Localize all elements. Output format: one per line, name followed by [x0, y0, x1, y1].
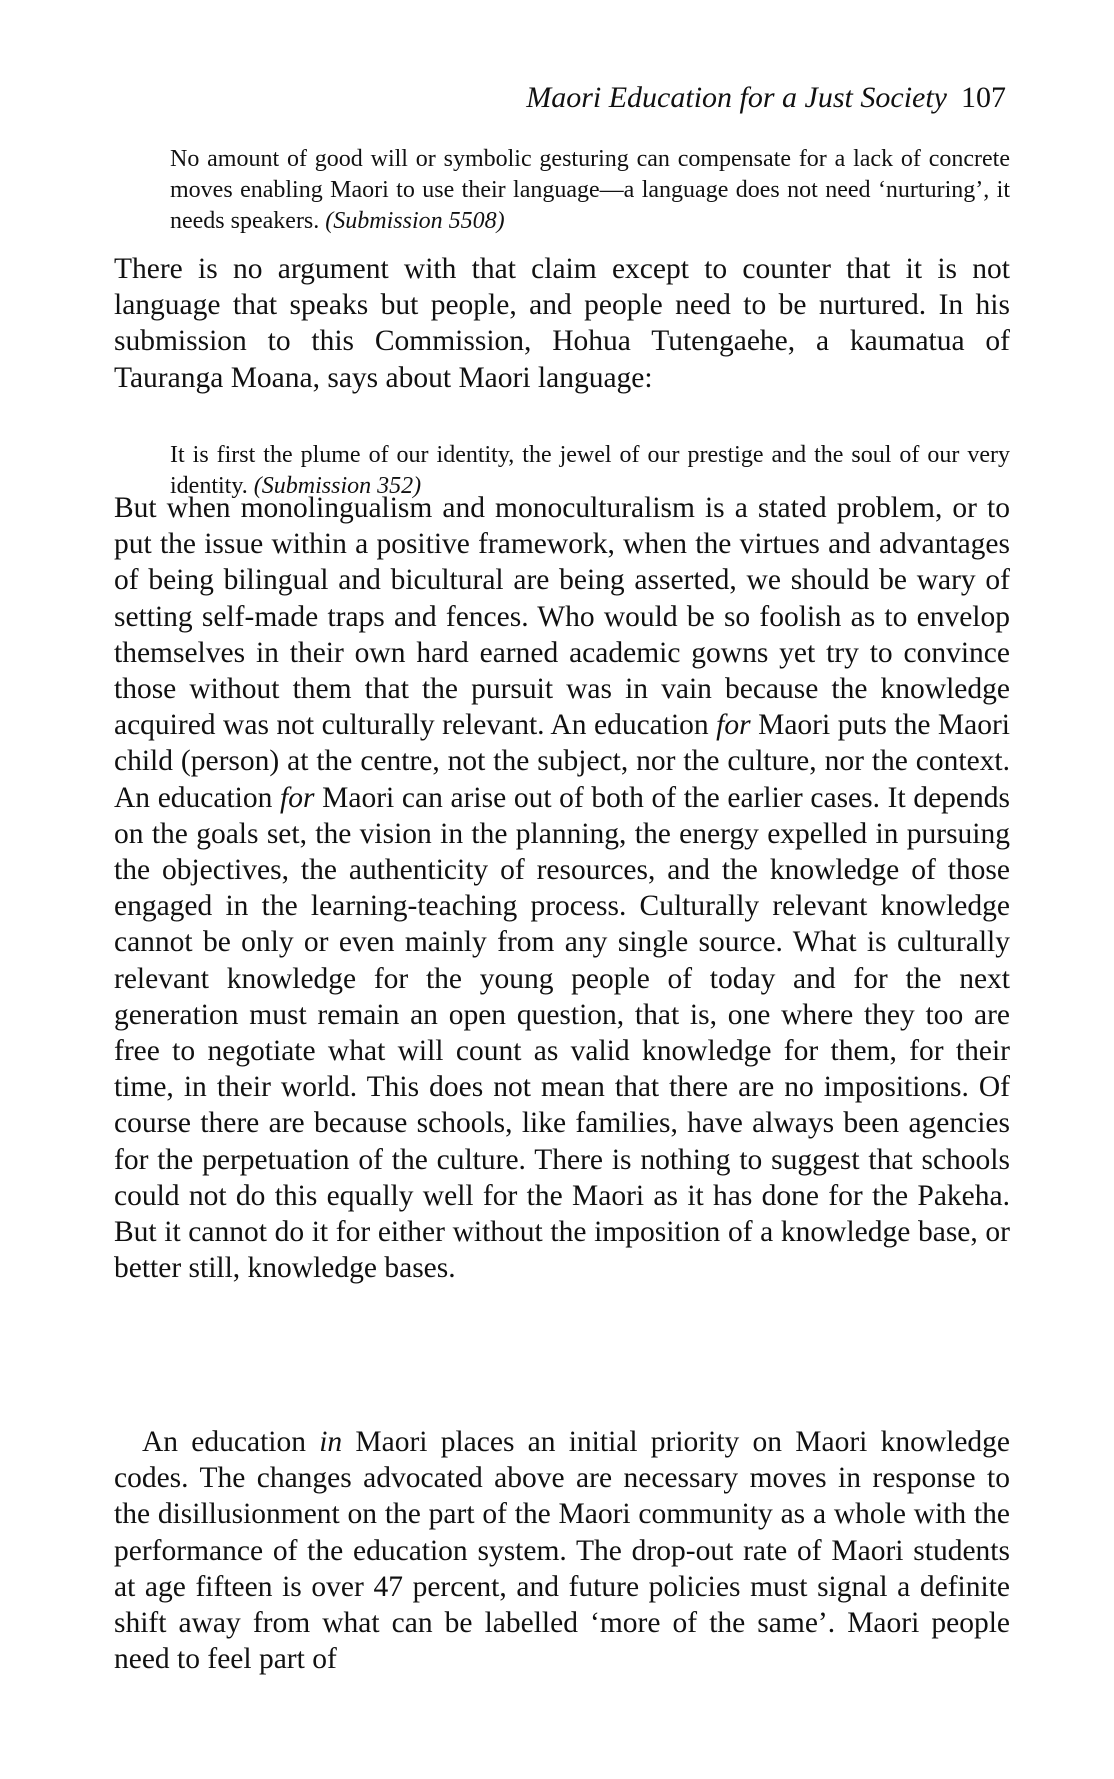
quote-citation: (Submission 5508) — [325, 208, 505, 234]
paragraph-text-part: Maori can arise out of both of the earlier cases. It depends on the goals set, the vision in the planning, the energy expelled in pursuing the objectives, the authenticity of resources, and the knowledge of those engaged in the learning-teaching process. Culturally relevant knowledge cannot be only or even mainly from any single source. What is culturally relevant knowledge for the young people of today and for the next generation must remain an open question, that is, one where they too are free to negotiate what will count as valid knowledge for them, for their time, in their world. This does not mean that there are no impositions. Of course there are because schools, like families, have always been agencies for the perpetuation of the culture. There is nothing to suggest that schools could not do this equally well for the Maori as it has done for the Pakeha. But it cannot do it for either without the imposition of a knowledge base, or better still, knowledge bases. — [114, 781, 1011, 1285]
paragraph-text-part: Maori places an initial priority on Maori knowledge codes. The changes advocated above are necessary moves in response to the disillusionment on the part of the Maori community as a whole with the performance of the education system. The drop-out rate of Maori students at age fifteen is over 47 percent, and future policies must signal a definite shift away from what can be labelled ‘more of the same’. Maori people need to feel part of — [114, 1426, 1011, 1676]
paragraph-language-claim — [114, 251, 1010, 396]
paragraph-text-part: But when monolingualism and monoculturalism is a stated problem, or to put the issue within a positive framework, when the virtues and advantages of being bilingual and bicultural are being asserted, we should be wary of setting self-made traps and fences. Who would be so foolish as to envelop themselves in their own hard earned academic gowns yet try to convince those without them that the pursuit was in vain because the knowledge acquired was not culturally relevant. An education — [114, 492, 1010, 742]
paragraph-education-for-maori — [114, 490, 1010, 1286]
paragraph-text-part: An education — [142, 1426, 320, 1458]
running-head — [526, 80, 1006, 116]
page-number: 107 — [961, 81, 1006, 114]
block-quote-submission-5508 — [170, 144, 1010, 237]
emphasis-for: for — [280, 781, 315, 814]
quote-text: No amount of good will or symbolic gesturing can compensate for a lack of concrete moves enabling Maori to use their language—a language does not need ‘nurturing’, it needs speakers. — [170, 146, 1010, 234]
paragraph-education-in-maori — [114, 1424, 1010, 1677]
quote-citation: (Submission 352) — [253, 473, 422, 499]
running-title: Maori Education for a Just Society — [526, 81, 947, 114]
quote-text: It is first the plume of our identity, the jewel of our prestige and the soul of our very identity. — [170, 442, 1010, 499]
paragraph-text: There is no argument with that claim except to counter that it is not language that speaks but people, and people need to be nurtured. In his submission to this Commission, Hohua Tutengaehe, a kaumatua of Tauranga Moana, says about Maori language: — [114, 253, 1010, 394]
emphasis-in: in — [319, 1426, 343, 1458]
emphasis-for: for — [716, 709, 751, 742]
paragraph-text-part: Maori puts the Maori child (person) at the centre, not the subject, nor the culture, nor the context. An education — [114, 709, 1011, 814]
